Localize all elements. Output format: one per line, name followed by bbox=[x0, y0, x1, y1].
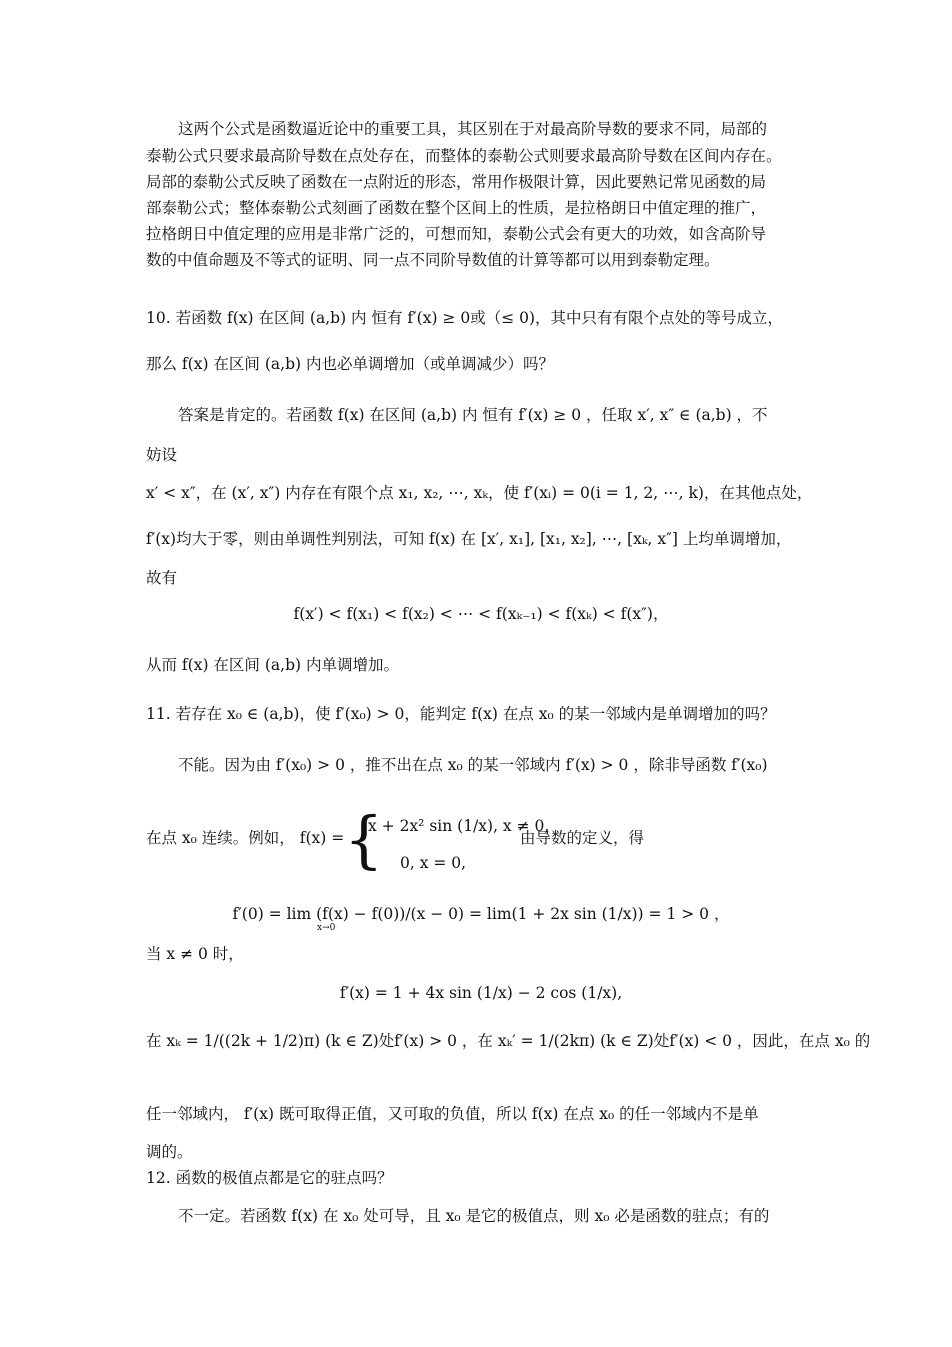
q11-answer-line-5: 任一邻域内， f′(x) 既可取得正值，又可取的负值，所以 f(x) 在点 x₀ 的任一邻域内不是单 bbox=[146, 1105, 759, 1123]
intro-line-6: 数的中值命题及不等式的证明、同一点不同阶导数值的计算等都可以用到泰勒定理。 bbox=[146, 251, 720, 269]
q10-answer-line-3: x′ < x″，在 (x′, x″) 内存在有限个点 x₁, x₂, ⋯, xₖ，使 f′(xᵢ) = 0(i = 1, 2, ⋯, k)，在其他点处， bbox=[146, 484, 813, 502]
piecewise-case-1: x + 2x² sin (1/x), x ≠ 0, bbox=[368, 817, 550, 835]
limit-subscript: x→0 bbox=[317, 923, 336, 933]
q10-question-line-2: 那么 f(x) 在区间 (a,b) 内也必单调增加（或单调减少）吗？ bbox=[146, 355, 554, 373]
q11-derivative-limit: f′(0) = lim (f(x) − f(0))/(x − 0) = lim(1 + 2x sin (1/x)) = 1 > 0 ， bbox=[232, 905, 730, 923]
q12-answer-line-1: 不一定。若函数 f(x) 在 x₀ 处可导，且 x₀ 是它的极值点，则 x₀ 必是函数的驻点；有的 bbox=[178, 1207, 770, 1225]
intro-line-4: 部泰勒公式；整体泰勒公式刻画了函数在整个区间上的性质，是拉格朗日中值定理的推广， bbox=[146, 199, 767, 217]
q11-case-line: 当 x ≠ 0 时， bbox=[146, 945, 244, 963]
q11-question-line: 11. 若存在 x₀ ∈ (a,b)，使 f′(x₀) > 0，能判定 f(x) 在点 x₀ 的某一邻域内是单调增加的吗？ bbox=[146, 705, 776, 723]
intro-line-2: 泰勒公式只要求最高阶导数在点处存在，而整体的泰勒公式则要求最高阶导数在区间内存在。 bbox=[146, 147, 782, 165]
q10-conclusion: 从而 f(x) 在区间 (a,b) 内单调增加。 bbox=[146, 656, 399, 674]
q10-answer-line-1: 答案是肯定的。若函数 f(x) 在区间 (a,b) 内 恒有 f′(x) ≥ 0 ，任取 x′, x″ ∈ (a,b) ，不 bbox=[178, 406, 768, 424]
q11-example-prefix: 在点 x₀ 连续。例如， f(x) = bbox=[146, 829, 345, 847]
q11-derivative-formula: f′(x) = 1 + 4x sin (1/x) − 2 cos (1/x), bbox=[339, 984, 623, 1002]
intro-line-1: 这两个公式是函数逼近论中的重要工具，其区别在于对最高阶导数的要求不同，局部的 bbox=[178, 120, 768, 138]
intro-line-5: 拉格朗日中值定理的应用是非常广泛的，可想而知，泰勒公式会有更大的功效，如含高阶导 bbox=[146, 225, 767, 243]
q11-answer-line-6: 调的。 bbox=[146, 1143, 193, 1161]
q10-answer-line-4: f′(x)均大于零，则由单调性判别法，可知 f(x) 在 [x′, x₁], [x₁, x₂], ⋯, [xₖ, x″] 上均单调增加， bbox=[146, 530, 792, 548]
q11-example-suffix: 由导数的定义，得 bbox=[520, 829, 645, 847]
piecewise-brace: { bbox=[344, 803, 384, 876]
q10-answer-line-5: 故有 bbox=[146, 569, 178, 587]
intro-line-3: 局部的泰勒公式反映了函数在一点附近的形态，常用作极限计算，因此要熟记常见函数的局 bbox=[146, 173, 767, 191]
q10-answer-line-2: 妨设 bbox=[146, 446, 178, 464]
q11-answer-line-1: 不能。因为由 f′(x₀) > 0 ，推不出在点 x₀ 的某一邻域内 f′(x) > 0 ，除非导函数 f′(x₀) bbox=[178, 756, 768, 774]
q10-inequality-chain: f(x′) < f(x₁) < f(x₂) < ⋯ < f(xₖ₋₁) < f(xₖ) < f(x″)， bbox=[293, 605, 669, 623]
piecewise-case-2: 0, x = 0, bbox=[400, 854, 467, 872]
q12-question-line: 12. 函数的极值点都是它的驻点吗？ bbox=[146, 1169, 393, 1187]
q11-answer-line-4: 在 xₖ = 1/((2k + 1/2)π) (k ∈ Z)处f′(x) > 0 ，在 xₖ′ = 1/(2kπ) (k ∈ Z)处f′(x) < 0 ，因此，在点 x₀ 的 bbox=[146, 1032, 871, 1050]
q10-question-line-1: 10. 若函数 f(x) 在区间 (a,b) 内 恒有 f′(x) ≥ 0或（≤ 0)，其中只有有限个点处的等号成立， bbox=[146, 309, 784, 327]
